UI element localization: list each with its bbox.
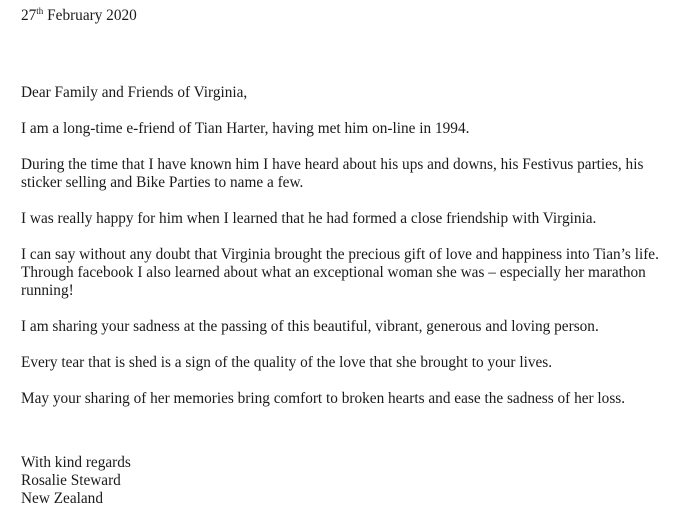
date-day: 27 <box>21 7 37 24</box>
paragraph-1: I am a long-time e-friend of Tian Harter, having met him on-line in 1994. <box>21 120 470 137</box>
paragraph-4: I can say without any doubt that Virginia brought the precious gift of love and happiness into Tian’s life. Through facebook I also learned about what an exceptional woman she was – especially her marathon running! <box>21 246 659 299</box>
paragraph-7: May your sharing of her memories bring comfort to broken hearts and ease the sadness of her loss. <box>21 390 626 407</box>
date-month-year: February 2020 <box>47 7 137 24</box>
closing-block <box>21 454 131 508</box>
paragraph-5: I am sharing your sadness at the passing of this beautiful, vibrant, generous and loving person. <box>21 318 599 335</box>
letter <box>21 6 681 507</box>
sign-off: With kind regards <box>21 454 131 471</box>
paragraph-2: During the time that I have known him I have heard about his ups and downs, his Festivus parties, his sticker selling and Bike Parties to name a few. <box>21 156 644 191</box>
date-suffix: th <box>36 6 44 16</box>
signer-location: New Zealand <box>21 490 103 507</box>
letter-date <box>21 7 681 25</box>
paragraph-6: Every tear that is shed is a sign of the quality of the love that she brought to your lives. <box>21 354 553 371</box>
letter-body <box>21 120 681 426</box>
signer-name: Rosalie Steward <box>21 472 121 489</box>
salutation: Dear Family and Friends of Virginia, <box>21 84 248 101</box>
paragraph-3: I was really happy for him when I learned that he had formed a close friendship with Virginia. <box>21 210 597 227</box>
